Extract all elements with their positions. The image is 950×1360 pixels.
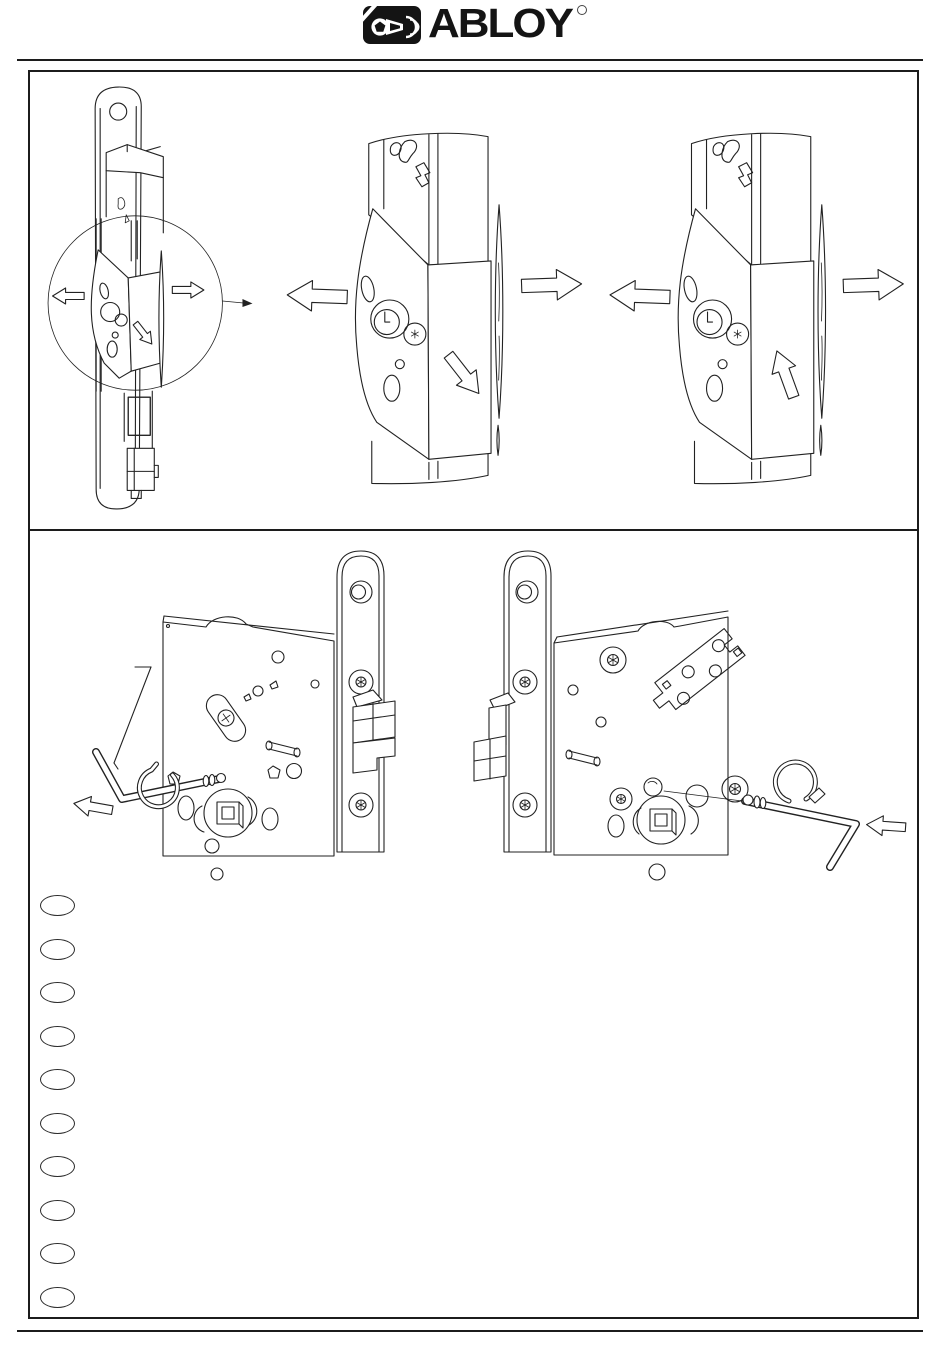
arrow-left-icon [53,288,85,304]
follower-square [637,796,685,844]
lock-overview-figure [48,87,252,509]
lower-instruction-panel [30,531,917,1317]
bullet-oval [40,1200,75,1221]
arrow-left-icon [72,794,114,820]
bullet-oval [40,1156,75,1177]
lock-key-removal-figure [72,551,395,880]
arrow-left-icon [287,280,348,313]
hex-key-tool [743,762,856,867]
header-divider [17,59,923,61]
upper-figures [30,72,917,529]
retaining-clip [775,762,825,803]
arrow-right-icon [172,282,204,298]
bullet-oval [40,1243,75,1264]
instruction-frame [28,70,919,1319]
arrow-left-icon [609,280,670,313]
bullet-oval [40,1026,75,1047]
follower-detail-up-figure [609,133,903,483]
bullet-oval [40,939,75,960]
follower-square [204,789,252,837]
bullet-oval [40,1287,75,1308]
abloy-logo [363,1,587,47]
bullet-oval [40,895,75,916]
upper-instruction-panel [30,72,917,529]
spindle-cap [644,778,662,796]
pointer-arrow-icon [222,299,252,307]
follower-detail-down-figure [287,133,582,483]
lower-figures [30,531,917,1317]
lock-key-insertion-figure [474,551,906,880]
header [0,1,950,56]
arrow-left-icon [866,815,906,838]
leader-line [114,667,151,769]
trademark-circle-icon [577,5,587,15]
arrow-right-icon [521,269,582,302]
bullet-oval [40,1069,75,1090]
abloy-logo-icon [363,4,423,46]
logo-text: ABLOY [428,1,572,47]
bullet-oval [40,982,75,1003]
footer-divider [17,1330,923,1332]
bullet-oval [40,1113,75,1134]
arrow-right-icon [843,269,904,302]
instruction-bullets [40,895,75,1330]
